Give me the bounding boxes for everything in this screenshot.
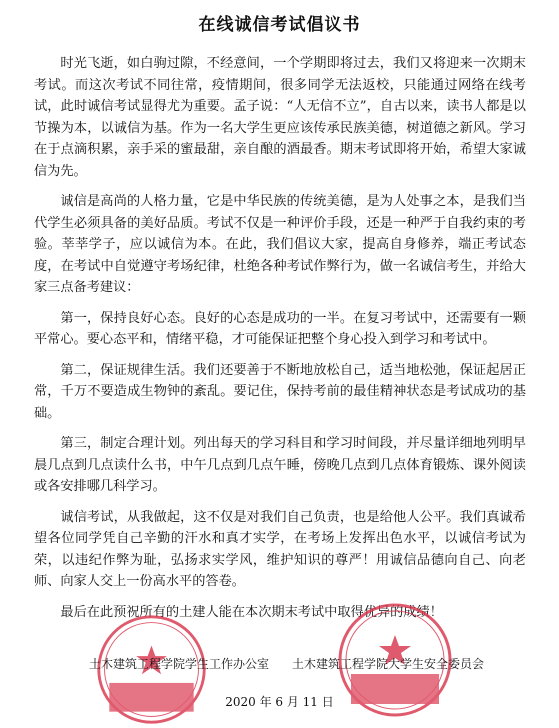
paragraph-2: 诚信是高尚的人格力量，它是中华民族的传统美德，是为人处事之本，是我们当代学生必须具备的美好品质。考试不仅是一种评价手段，还是一种严于自我约束的考验。莘莘学子，应以诚信为本。在此，我们倡议大家，提高自身修养，端正考试态度，在考试中自觉遵守考场纪律，杜绝各种考试作弊行为，做一名诚信考生，并给大家三点备考建议： bbox=[34, 194, 526, 295]
signature-right: 土木建筑工程学院大学生安全委员会 bbox=[292, 657, 485, 671]
paragraph-3: 第一，保持良好心态。良好的心态是成功的一半。在复习考试中，还需要有一颗平常心。要心态平和，情绪平稳，才可能保证把整个身心投入到学习和考试中。 bbox=[34, 310, 526, 347]
paragraph-1: 时光飞逝，如白驹过隙，不经意间，一个学期即将过去，我们又将迎来一次期末考试。而这次考试不同往常，疫情期间，很多同学无法返校，只能通过网络在线考试，此时诚信考试显得尤为重要。孟子说：“人无信不立”，自古以来，读书人都是以节操为本，以诚信为基。作为一名大学生更应该传承民族美德，树道德之新风。学习在于点滴积累，亲手采的蜜最甜，亲自酿的酒最香。期末考试即将开始，希望大家诚信为先。 bbox=[34, 56, 526, 179]
document-body bbox=[34, 53, 526, 632]
paragraph-6: 诚信考试，从我做起，这不仅是对我们自己负责，也是给他人公平。我们真诚希望各位同学凭自己辛勤的汗水和真才实学，在考场上发挥出色水平，以诚信考试为荣，以违纪作弊为耻，弘扬求实学风，维护知识的尊严！用诚信品德向自己、向老师、向家人交上一份高水平的答卷。 bbox=[34, 509, 526, 589]
signature-left: 土木建筑工程学院学生工作办公室 bbox=[89, 657, 270, 671]
paragraph-5: 第三，制定合理计划。列出每天的学习科目和学习时间段，并尽量详细地列明早晨几点到几点读什么书，中午几点到几点午睡，傍晚几点到几点体育锻炼、课外阅读或各安排哪几科学习。 bbox=[34, 436, 526, 494]
document-title: 在线诚信考试倡议书 bbox=[198, 15, 361, 35]
paragraph-7: 最后在此预祝所有的土建人能在本次期末考试中取得优异的成绩！ bbox=[60, 604, 443, 620]
document-date: 2020 年 6 月 11 日 bbox=[225, 695, 334, 709]
paragraph-4: 第二，保证规律生活。我们还要善于不断地放松自己，适当地松弛，保证起居正常，千万不要造成生物钟的紊乱。要记住，保持考前的最佳精神状态是考试成功的基础。 bbox=[34, 362, 526, 421]
